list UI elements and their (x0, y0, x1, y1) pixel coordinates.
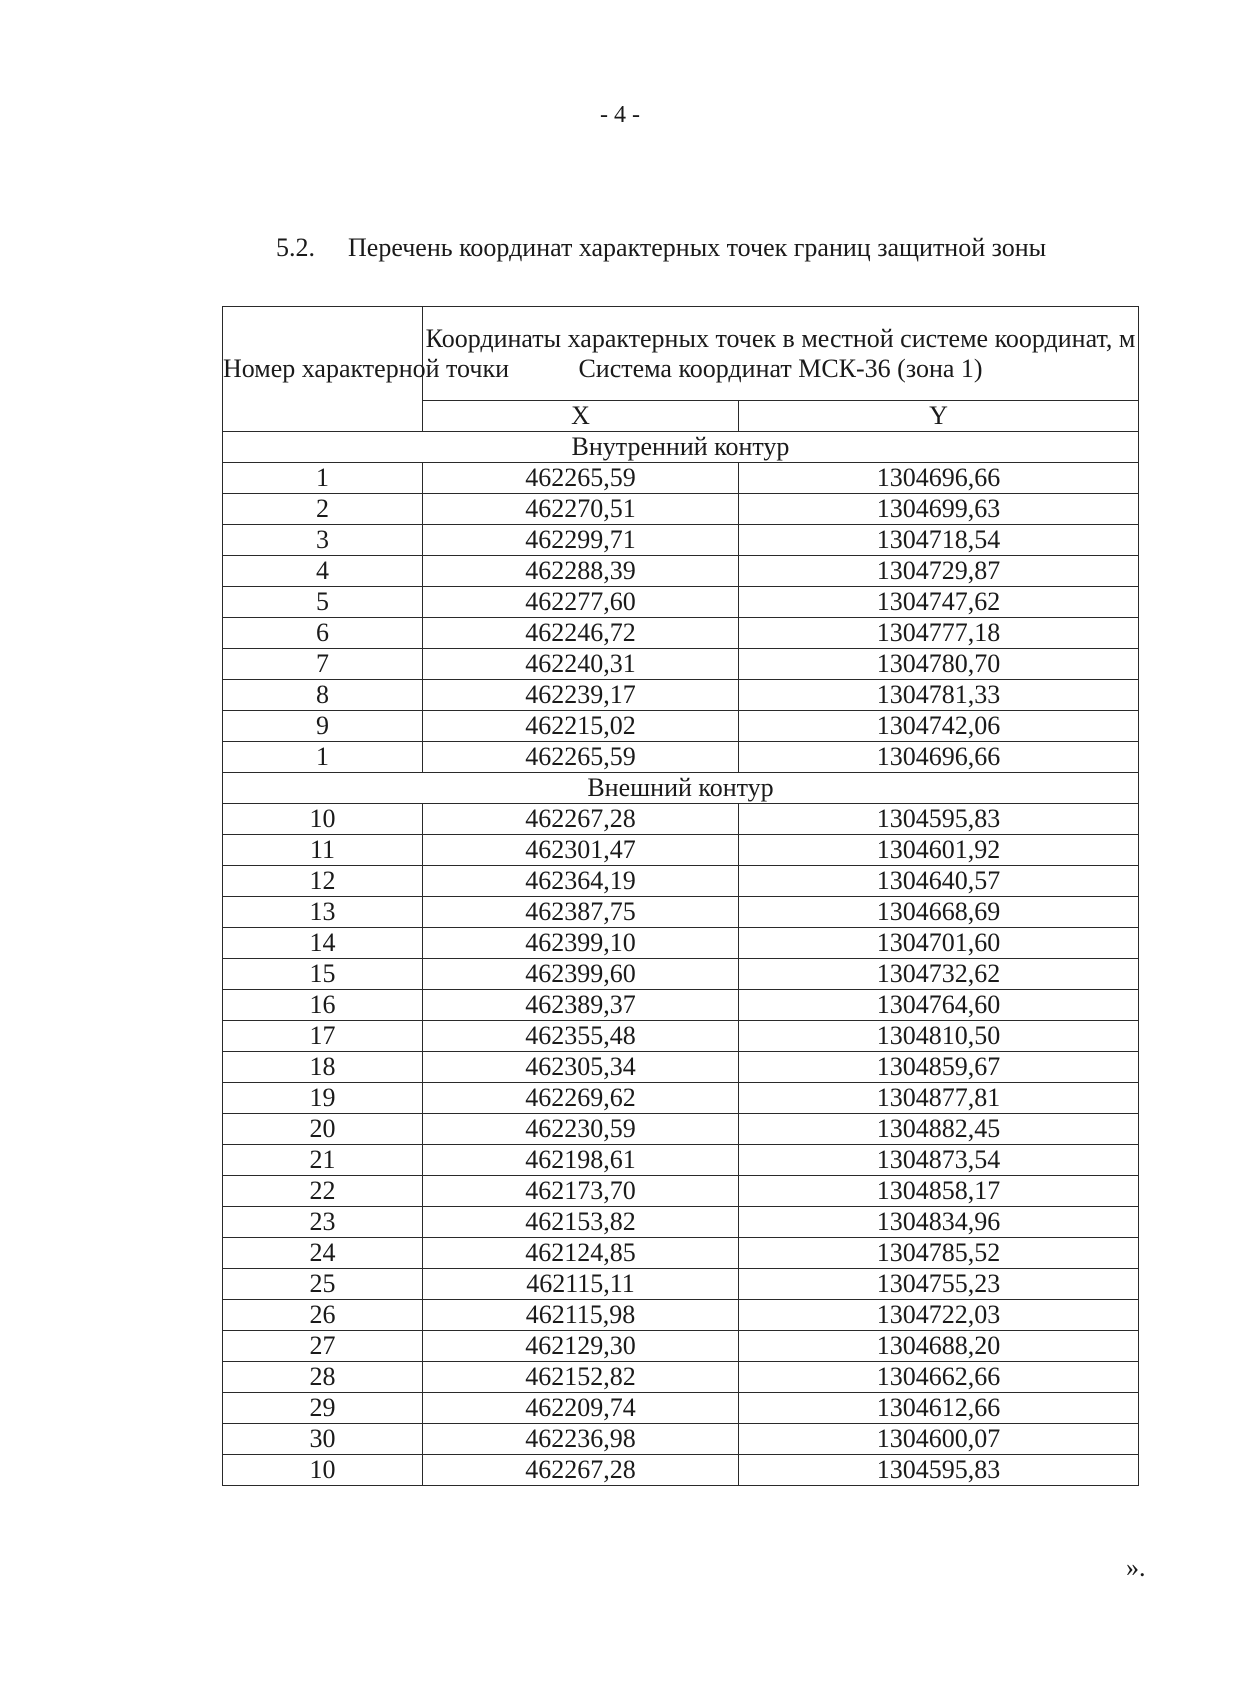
x-coordinate-cell: 462399,10 (423, 928, 739, 959)
point-number-cell: 26 (223, 1300, 423, 1331)
x-coordinate-cell: 462389,37 (423, 990, 739, 1021)
point-number-cell: 28 (223, 1362, 423, 1393)
table-row (223, 1269, 1139, 1300)
section-number: 5.2. (276, 233, 315, 262)
x-coordinate-cell: 462267,28 (423, 1455, 739, 1486)
table-row (223, 742, 1139, 773)
point-number-cell: 29 (223, 1393, 423, 1424)
x-coordinate-cell: 462265,59 (423, 463, 739, 494)
header-y: Y (739, 401, 1139, 432)
table-row (223, 1083, 1139, 1114)
y-coordinate-cell: 1304732,62 (739, 959, 1139, 990)
table-row (223, 1207, 1139, 1238)
x-coordinate-cell: 462288,39 (423, 556, 739, 587)
y-coordinate-cell: 1304742,06 (739, 711, 1139, 742)
table-row (223, 897, 1139, 928)
table-row (223, 618, 1139, 649)
header-coordinates-line2: Система координат МСК-36 (зона 1) (578, 353, 983, 383)
x-coordinate-cell: 462152,82 (423, 1362, 739, 1393)
x-coordinate-cell: 462399,60 (423, 959, 739, 990)
point-number-cell: 13 (223, 897, 423, 928)
point-number-cell: 27 (223, 1331, 423, 1362)
table-row (223, 711, 1139, 742)
y-coordinate-cell: 1304785,52 (739, 1238, 1139, 1269)
table-row (223, 1455, 1139, 1486)
table-row (223, 463, 1139, 494)
table-row (223, 1238, 1139, 1269)
x-coordinate-cell: 462153,82 (423, 1207, 739, 1238)
x-coordinate-cell: 462387,75 (423, 897, 739, 928)
y-coordinate-cell: 1304662,66 (739, 1362, 1139, 1393)
y-coordinate-cell: 1304668,69 (739, 897, 1139, 928)
y-coordinate-cell: 1304718,54 (739, 525, 1139, 556)
table-row (223, 556, 1139, 587)
x-coordinate-cell: 462236,98 (423, 1424, 739, 1455)
y-coordinate-cell: 1304601,92 (739, 835, 1139, 866)
point-number-cell: 18 (223, 1052, 423, 1083)
y-coordinate-cell: 1304858,17 (739, 1176, 1139, 1207)
table-body (223, 432, 1139, 1486)
point-number-cell: 15 (223, 959, 423, 990)
x-coordinate-cell: 462240,31 (423, 649, 739, 680)
point-number-cell: 9 (223, 711, 423, 742)
y-coordinate-cell: 1304722,03 (739, 1300, 1139, 1331)
x-coordinate-cell: 462364,19 (423, 866, 739, 897)
y-coordinate-cell: 1304595,83 (739, 1455, 1139, 1486)
y-coordinate-cell: 1304777,18 (739, 618, 1139, 649)
y-coordinate-cell: 1304810,50 (739, 1021, 1139, 1052)
y-coordinate-cell: 1304640,57 (739, 866, 1139, 897)
y-coordinate-cell: 1304755,23 (739, 1269, 1139, 1300)
point-number-cell: 1 (223, 742, 423, 773)
table-row (223, 494, 1139, 525)
x-coordinate-cell: 462124,85 (423, 1238, 739, 1269)
group-header-row (223, 432, 1139, 463)
y-coordinate-cell: 1304612,66 (739, 1393, 1139, 1424)
table-row (223, 1021, 1139, 1052)
x-coordinate-cell: 462265,59 (423, 742, 739, 773)
point-number-cell: 3 (223, 525, 423, 556)
table-row (223, 680, 1139, 711)
table-row (223, 1362, 1139, 1393)
point-number-cell: 12 (223, 866, 423, 897)
table-row (223, 928, 1139, 959)
table-row (223, 1424, 1139, 1455)
coordinates-table (222, 306, 1139, 1486)
y-coordinate-cell: 1304834,96 (739, 1207, 1139, 1238)
section-title (276, 233, 1046, 263)
x-coordinate-cell: 462209,74 (423, 1393, 739, 1424)
point-number-cell: 22 (223, 1176, 423, 1207)
table-row (223, 1176, 1139, 1207)
closing-quote: ». (1126, 1553, 1146, 1582)
x-coordinate-cell: 462215,02 (423, 711, 739, 742)
y-coordinate-cell: 1304729,87 (739, 556, 1139, 587)
point-number-cell: 1 (223, 463, 423, 494)
point-number-cell: 10 (223, 1455, 423, 1486)
x-coordinate-cell: 462355,48 (423, 1021, 739, 1052)
table-row (223, 1052, 1139, 1083)
point-number-cell: 11 (223, 835, 423, 866)
table-row (223, 990, 1139, 1021)
point-number-cell: 6 (223, 618, 423, 649)
table-row (223, 1114, 1139, 1145)
table-row (223, 1331, 1139, 1362)
y-coordinate-cell: 1304877,81 (739, 1083, 1139, 1114)
point-number-cell: 25 (223, 1269, 423, 1300)
x-coordinate-cell: 462239,17 (423, 680, 739, 711)
table-row (223, 525, 1139, 556)
page-number: - 4 - (600, 102, 640, 128)
x-coordinate-cell: 462277,60 (423, 587, 739, 618)
x-coordinate-cell: 462301,47 (423, 835, 739, 866)
y-coordinate-cell: 1304747,62 (739, 587, 1139, 618)
y-coordinate-cell: 1304595,83 (739, 804, 1139, 835)
table-row (223, 1393, 1139, 1424)
y-coordinate-cell: 1304696,66 (739, 742, 1139, 773)
y-coordinate-cell: 1304688,20 (739, 1331, 1139, 1362)
y-coordinate-cell: 1304696,66 (739, 463, 1139, 494)
point-number-cell: 20 (223, 1114, 423, 1145)
table-row (223, 866, 1139, 897)
table-header (223, 307, 1139, 432)
point-number-cell: 5 (223, 587, 423, 618)
table-row (223, 649, 1139, 680)
point-number-cell: 21 (223, 1145, 423, 1176)
x-coordinate-cell: 462299,71 (423, 525, 739, 556)
x-coordinate-cell: 462269,62 (423, 1083, 739, 1114)
section-title-text: Перечень координат характерных точек границ защитной зоны (348, 233, 1047, 262)
y-coordinate-cell: 1304701,60 (739, 928, 1139, 959)
point-number-cell: 17 (223, 1021, 423, 1052)
x-coordinate-cell: 462115,11 (423, 1269, 739, 1300)
y-coordinate-cell: 1304600,07 (739, 1424, 1139, 1455)
y-coordinate-cell: 1304781,33 (739, 680, 1139, 711)
point-number-cell: 7 (223, 649, 423, 680)
point-number-cell: 30 (223, 1424, 423, 1455)
x-coordinate-cell: 462230,59 (423, 1114, 739, 1145)
point-number-cell: 19 (223, 1083, 423, 1114)
group-title: Внешний контур (223, 773, 1139, 804)
x-coordinate-cell: 462305,34 (423, 1052, 739, 1083)
point-number-cell: 8 (223, 680, 423, 711)
table-row (223, 587, 1139, 618)
header-coordinates (423, 307, 1139, 401)
group-header-row (223, 773, 1139, 804)
x-coordinate-cell: 462173,70 (423, 1176, 739, 1207)
point-number-cell: 4 (223, 556, 423, 587)
table-row (223, 804, 1139, 835)
table-row (223, 835, 1139, 866)
point-number-cell: 2 (223, 494, 423, 525)
table-row (223, 1145, 1139, 1176)
header-point-number: Номер характерной точки (223, 307, 423, 432)
point-number-cell: 16 (223, 990, 423, 1021)
y-coordinate-cell: 1304699,63 (739, 494, 1139, 525)
x-coordinate-cell: 462246,72 (423, 618, 739, 649)
x-coordinate-cell: 462115,98 (423, 1300, 739, 1331)
y-coordinate-cell: 1304873,54 (739, 1145, 1139, 1176)
x-coordinate-cell: 462198,61 (423, 1145, 739, 1176)
point-number-cell: 14 (223, 928, 423, 959)
header-coordinates-line1: Координаты характерных точек в местной системе координат, м (425, 323, 1136, 353)
table-row (223, 959, 1139, 990)
y-coordinate-cell: 1304780,70 (739, 649, 1139, 680)
x-coordinate-cell: 462270,51 (423, 494, 739, 525)
group-title: Внутренний контур (223, 432, 1139, 463)
point-number-cell: 23 (223, 1207, 423, 1238)
y-coordinate-cell: 1304859,67 (739, 1052, 1139, 1083)
x-coordinate-cell: 462267,28 (423, 804, 739, 835)
point-number-cell: 24 (223, 1238, 423, 1269)
point-number-cell: 10 (223, 804, 423, 835)
table-row (223, 1300, 1139, 1331)
y-coordinate-cell: 1304882,45 (739, 1114, 1139, 1145)
x-coordinate-cell: 462129,30 (423, 1331, 739, 1362)
y-coordinate-cell: 1304764,60 (739, 990, 1139, 1021)
header-x: X (423, 401, 739, 432)
